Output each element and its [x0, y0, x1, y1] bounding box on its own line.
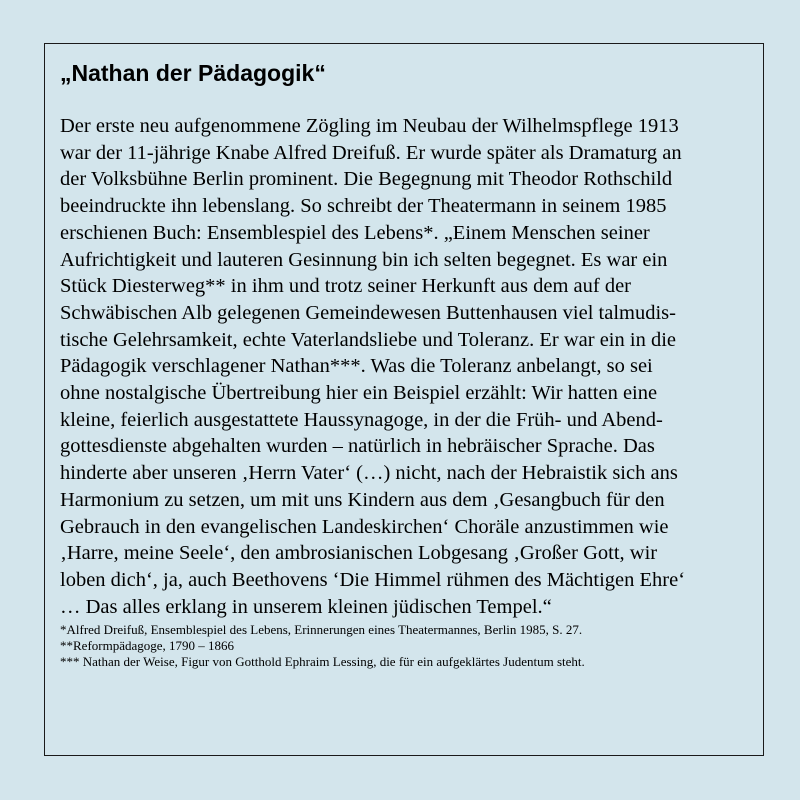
- body-line: der Volksbühne Berlin prominent. Die Begegnung mit Theodor Rothschild: [60, 168, 673, 191]
- body-line: ohne nostalgische Übertreibung hier ein Beispiel erzählt: Wir hatten eine: [60, 382, 658, 405]
- body-line: Stück Diesterweg** in ihm und trotz seiner Herkunft aus dem auf der: [60, 275, 631, 298]
- body-line: ‚Harre, meine Seele‘, den ambrosianischen Lobgesang ‚Großer Gott, wir: [60, 542, 658, 565]
- body-line: Aufrichtigkeit und lauteren Gesinnung bin ich selten begegnet. Es war ein: [60, 248, 668, 271]
- body-line: loben dich‘, ja, auch Beethovens ‘Die Himmel rühmen des Mächtigen Ehre‘: [60, 568, 686, 591]
- body-line: hinderte aber unseren ‚Herrn Vater‘ (…) nicht, nach der Hebraistik sich ans: [60, 462, 678, 485]
- text-panel: [44, 43, 764, 756]
- body-line: gottesdienste abgehalten wurden – natürlich in hebräischer Sprache. Das: [60, 435, 655, 458]
- body-line: … Das alles erklang in unserem kleinen jüdischen Tempel.“: [60, 595, 552, 618]
- footnotes: [60, 622, 751, 670]
- body-line: Pädagogik verschlagener Nathan***. Was die Toleranz anbelangt, so sei: [60, 355, 653, 378]
- body-line: erschienen Buch: Ensemblespiel des Lebens*. „Einem Menschen seiner: [60, 221, 650, 244]
- body-line: Schwäbischen Alb gelegenen Gemeindewesen Buttenhausen viel talmudis-: [60, 301, 676, 324]
- body-line: Gebrauch in den evangelischen Landeskirchen‘ Choräle anzustimmen wie: [60, 515, 669, 538]
- body-line: beeindruckte ihn lebenslang. So schreibt der Theatermann in seinem 1985: [60, 195, 667, 218]
- article-title: „Nathan der Pädagogik“: [60, 60, 326, 86]
- body-line: war der 11-jährige Knabe Alfred Dreifuß. Er wurde später als Dramaturg an: [60, 141, 682, 164]
- footnote-3: *** Nathan der Weise, Figur von Gotthold Ephraim Lessing, die für ein aufgeklärtes Judentum steht.: [60, 654, 585, 670]
- footnote-1: *Alfred Dreifuß, Ensemblespiel des Lebens, Erinnerungen eines Theatermannes, Berlin 1985, S. 27.: [60, 622, 583, 638]
- body-line: Harmonium zu setzen, um mit uns Kindern aus dem ‚Gesangbuch für den: [60, 488, 665, 511]
- body-line: kleine, feierlich ausgestattete Haussynagoge, in der die Früh- und Abend-: [60, 408, 663, 431]
- footnote-2: **Reformpädagoge, 1790 – 1866: [60, 638, 235, 654]
- body-line: tische Gelehrsamkeit, echte Vaterlandsliebe und Toleranz. Er war ein in die: [60, 328, 676, 351]
- article-body: [60, 113, 751, 620]
- body-line: Der erste neu aufgenommene Zögling im Neubau der Wilhelmspflege 1913: [60, 115, 679, 137]
